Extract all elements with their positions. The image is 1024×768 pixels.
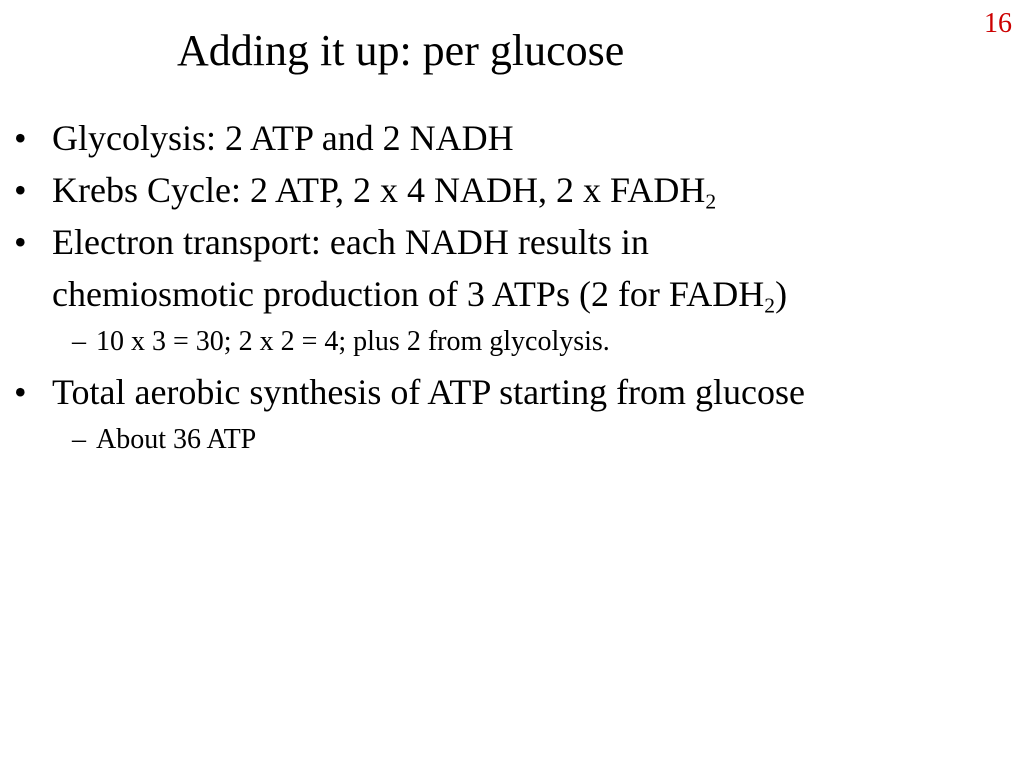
- subbullet-atp-calculation: [0, 320, 1024, 364]
- bullet-total-synthesis-text: Total aerobic synthesis of ATP starting from glucose: [52, 372, 806, 412]
- bullet-electron-transport-line2-end: ): [775, 274, 788, 314]
- bullet-list: [0, 112, 1024, 462]
- bullet-electron-transport-line1: Electron transport: each NADH results in: [52, 222, 649, 262]
- slide-number: 16: [984, 8, 1012, 39]
- bullet-krebs-subscript: 2: [705, 189, 717, 214]
- subbullet-about-36-atp: [0, 418, 1024, 462]
- bullet-electron-transport: [0, 216, 1024, 320]
- subbullet-about-36-atp-text: About 36 ATP: [96, 424, 257, 455]
- bullet-glycolysis: [0, 112, 1024, 164]
- subbullet-atp-calculation-text: 10 x 3 = 30; 2 x 2 = 4; plus 2 from glycolysis.: [96, 326, 610, 357]
- bullet-krebs-text: Krebs Cycle: 2 ATP, 2 x 4 NADH, 2 x FADH: [52, 170, 706, 210]
- bullet-electron-transport-subscript: 2: [764, 293, 776, 318]
- slide-title: Adding it up: per glucose: [177, 26, 625, 75]
- bullet-glycolysis-text: Glycolysis: 2 ATP and 2 NADH: [52, 118, 514, 158]
- bullet-krebs-cycle: [0, 164, 1024, 216]
- bullet-electron-transport-line2: chemiosmotic production of 3 ATPs (2 for FADH: [52, 274, 765, 314]
- bullet-total-synthesis: [0, 366, 1024, 418]
